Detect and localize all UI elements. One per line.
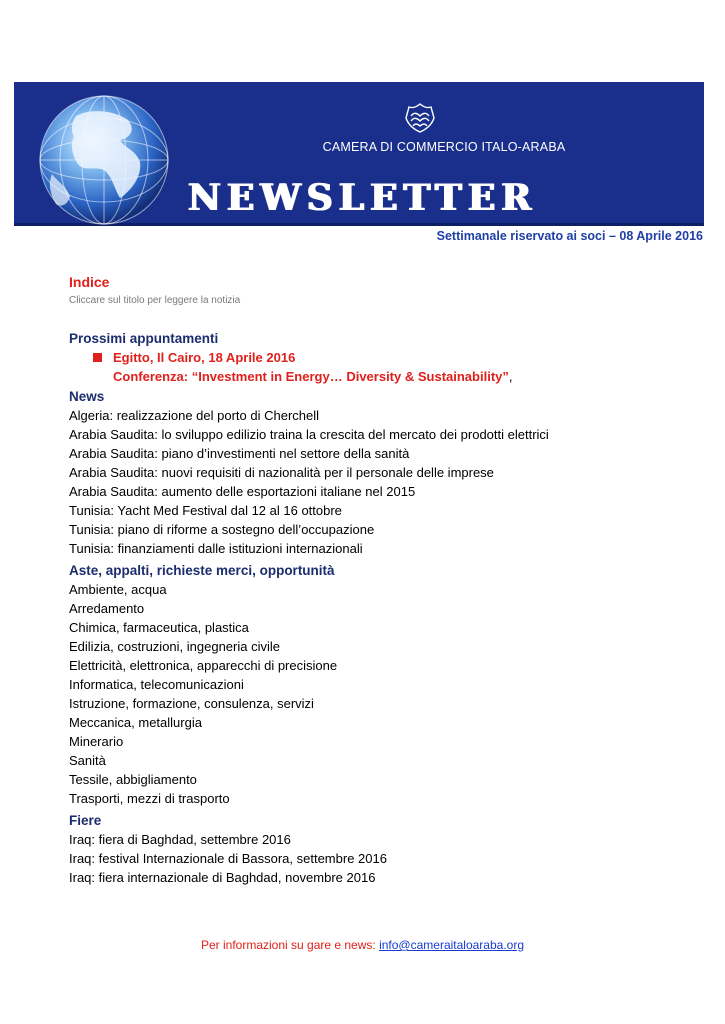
emblem-icon xyxy=(403,102,437,134)
square-bullet-icon xyxy=(93,353,102,362)
globe-icon xyxy=(32,86,182,226)
event-conference-title[interactable]: Conferenza: “Investment in Energy… Diversity & Sustainability” xyxy=(113,369,509,384)
tender-category[interactable]: Trasporti, mezzi di trasporto xyxy=(69,791,230,806)
section-tenders-title: Aste, appalti, richieste merci, opportunità xyxy=(69,563,335,578)
news-item[interactable]: Tunisia: finanziamenti dalle istituzioni internazionali xyxy=(69,541,363,556)
tender-category[interactable]: Edilizia, costruzioni, ingegneria civile xyxy=(69,639,280,654)
news-item[interactable]: Tunisia: Yacht Med Festival dal 12 al 16 ottobre xyxy=(69,503,342,518)
issue-subtitle: Settimanale riservato ai soci – 08 Aprile 2016 xyxy=(436,229,703,243)
footer-email-link[interactable]: info@cameraitaloaraba.org xyxy=(379,938,525,952)
news-item[interactable]: Arabia Saudita: piano d’investimenti nel settore della sanità xyxy=(69,446,410,461)
tender-category[interactable]: Ambiente, acqua xyxy=(69,582,167,597)
fair-item[interactable]: Iraq: fiera internazionale di Baghdad, novembre 2016 xyxy=(69,870,376,885)
newsletter-banner xyxy=(14,82,704,226)
appointment-event[interactable] xyxy=(69,348,699,386)
section-news-title: News xyxy=(69,389,105,404)
tender-category[interactable]: Elettricità, elettronica, apparecchi di precisione xyxy=(69,658,338,673)
tender-category[interactable]: Meccanica, metallurgia xyxy=(69,715,202,730)
event-tail: , xyxy=(508,369,513,384)
news-item[interactable]: Algeria: realizzazione del porto di Cherchell xyxy=(69,408,320,423)
footer-contact xyxy=(0,938,725,952)
section-fairs-title: Fiere xyxy=(69,813,102,828)
news-item[interactable]: Arabia Saudita: aumento delle esportazioni italiane nel 2015 xyxy=(69,484,416,499)
event-date-link[interactable]: Egitto, Il Cairo, 18 Aprile 2016 xyxy=(113,350,296,365)
organization-name: CAMERA DI COMMERCIO ITALO-ARABA xyxy=(322,140,566,154)
tender-category[interactable]: Tessile, abbigliamento xyxy=(69,772,197,787)
tender-category[interactable]: Sanità xyxy=(69,753,106,768)
event-conference-link[interactable] xyxy=(113,367,699,386)
news-item[interactable]: Tunisia: piano di riforme a sostegno dell’occupazione xyxy=(69,522,375,537)
news-item[interactable]: Arabia Saudita: nuovi requisiti di nazionalità per il personale delle imprese xyxy=(69,465,494,480)
newsletter-content xyxy=(69,272,699,887)
section-appointments-title: Prossimi appuntamenti xyxy=(69,331,219,346)
tender-category[interactable]: Chimica, farmaceutica, plastica xyxy=(69,620,249,635)
fair-item[interactable]: Iraq: fiera di Baghdad, settembre 2016 xyxy=(69,832,291,847)
masthead-title: NEWSLETTER xyxy=(188,177,538,219)
fair-item[interactable]: Iraq: festival Internazionale di Bassora, settembre 2016 xyxy=(69,851,387,866)
tender-category[interactable]: Minerario xyxy=(69,734,124,749)
tender-category[interactable]: Arredamento xyxy=(69,601,145,616)
index-title: Indice xyxy=(69,274,110,290)
footer-label: Per informazioni su gare e news: xyxy=(200,938,380,952)
index-hint: Cliccare sul titolo per leggere la notizia xyxy=(69,295,241,306)
news-item[interactable]: Arabia Saudita: lo sviluppo edilizio traina la crescita del mercato dei prodotti elettrici xyxy=(69,427,549,442)
tender-category[interactable]: Istruzione, formazione, consulenza, servizi xyxy=(69,696,314,711)
tender-category[interactable]: Informatica, telecomunicazioni xyxy=(69,677,244,692)
